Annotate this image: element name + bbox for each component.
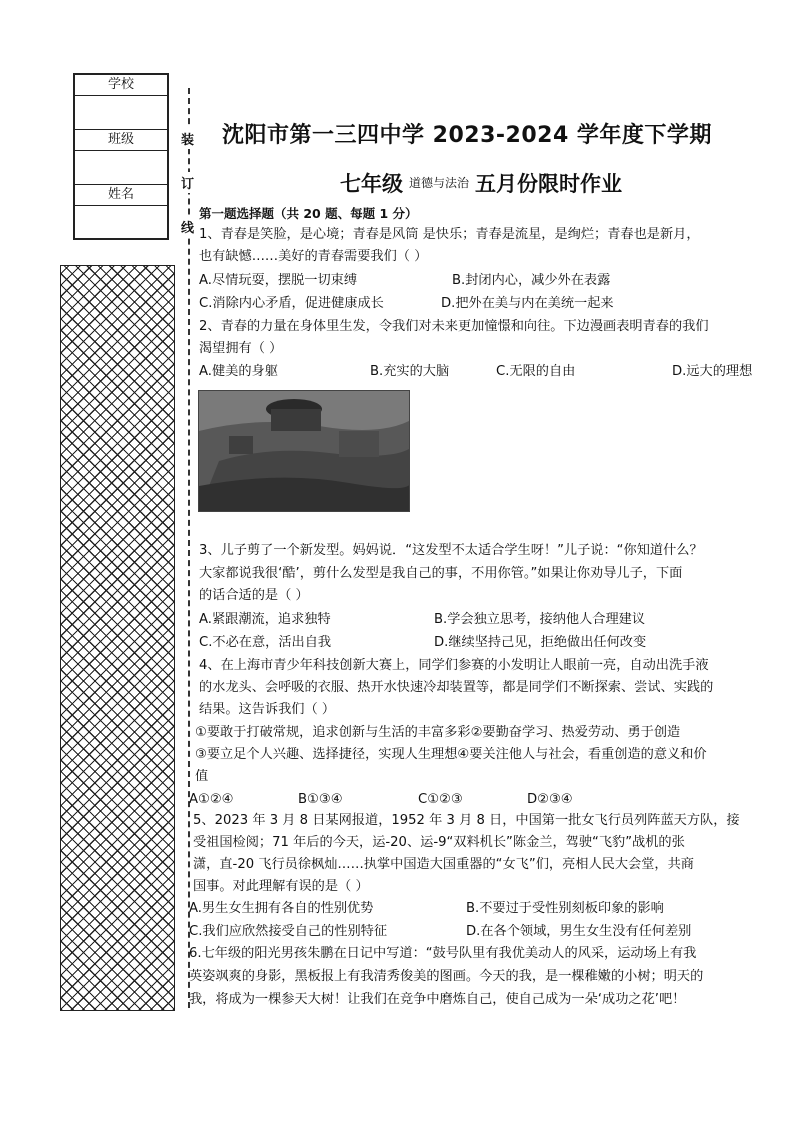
q2-option-b: B.充实的大脑 [370,364,450,379]
q5-stem-line2: 受祖国检阅；71 年后的今天，运-20、运-9“双料机长”陈金兰，驾驶“飞豹”战机的张 [193,835,685,850]
hatched-margin-strip [60,265,175,1011]
q2-option-c: C.无限的自由 [496,364,576,379]
q6-stem-line3: 我，将成为一棵参天大树！让我们在竞争中磨炼自己，使自己成为一朵‘成功之花’吧！ [189,992,686,1007]
q4-option-d: D②③④ [527,792,573,807]
q3-option-d: D.继续坚持己见，拒绝做出任何改变 [434,635,647,650]
q5-option-d: D.在各个领域，男生女生没有任何差别 [466,924,692,939]
page-title: 沈阳市第一三四中学 2023-2024 学年度下学期 [222,123,712,148]
binding-char-ding: 订 [181,172,194,193]
q1-stem-line1: 1、青春是笑脸，是心境；青春是风筒 是快乐；青春是流星，是绚烂；青春也是新月， [199,227,700,242]
q1-option-b: B.封闭内心，减少外在表露 [452,273,611,288]
binding-char-zhuang: 装 [181,128,194,149]
q6-stem-line1: 6.七年级的阳光男孩朱鹏在日记中写道：“鼓号队里有我优美动人的风采，运动场上有我 [189,946,697,961]
q1-stem-line2: 也有缺憾……美好的青春需要我们（ ） [199,249,428,264]
q5-option-a: A.男生女生拥有各自的性别优势 [189,901,374,916]
q6-stem-line2: 英姿飒爽的身影，黑板报上有我清秀俊美的图画。今天的我，是一棵稚嫩的小树；明天的 [189,969,704,984]
q2-cartoon-graphic [199,391,409,511]
name-label: 姓名 [75,185,167,206]
q3-stem-line3: 的话合适的是（ ） [199,588,309,603]
q1-option-a: A.尽情玩耍，摆脱一切束缚 [199,273,358,288]
q2-stem-line2: 渴望拥有（ ） [199,341,283,356]
q5-stem-line4: 国事。对此理解有误的是（ ） [193,879,369,894]
q5-stem-line1: 5、2023 年 3 月 8 日某网报道，1952 年 3 月 8 日，中国第一批女飞行员列阵蓝天方队，接 [193,813,740,828]
q2-stem-line1: 2、青春的力量在身体里生发，令我们对未来更加憧憬和向往。下边漫画表明青春的我们 [199,319,709,334]
class-field[interactable] [75,151,167,185]
binding-char-xian: 线 [181,216,194,237]
q5-option-c: C.我们应欣然接受自己的性别特征 [189,924,388,939]
q3-option-b: B.学会独立思考，接纳他人合理建议 [434,612,646,627]
name-field[interactable] [75,206,167,238]
q4-statement-1: ①要敢于打破常规，追求创新与生活的丰富多彩②要勤奋学习、热爱劳动、勇于创造 [195,725,681,740]
q4-stem-line1: 4、在上海市青少年科技创新大赛上，同学们参赛的小发明让人眼前一亮，自动出洗手液 [199,658,709,673]
q2-option-d: D.远大的理想 [672,364,753,379]
q2-cartoon-image [198,390,410,512]
q4-option-c: C①②③ [418,792,463,807]
q3-option-c: C.不必在意，活出自我 [199,635,332,650]
q5-stem-line3: 潇，直-20 飞行员徐枫灿……执掌中国造大国重器的“女飞”们，亮相人民大会堂，共商 [193,857,694,872]
school-field[interactable] [75,96,167,130]
class-label: 班级 [75,130,167,151]
q4-option-b: B①③④ [298,792,343,807]
q3-option-a: A.紧跟潮流，追求独特 [199,612,331,627]
q4-option-a: A①②④ [189,792,234,807]
subject-text: 道德与法治 [409,176,470,190]
school-label: 学校 [75,75,167,96]
grade-text: 七年级 [340,172,403,196]
section-heading: 第一题选择题（共 20 题、每题 1 分） [199,206,418,221]
q4-statement-3: 值 [195,769,209,784]
student-info-table [73,73,169,240]
q4-statement-2: ③要立足个人兴趣、选择捷径，实现人生理想④要关注他人与社会，看重创造的意义和价 [195,747,707,762]
q1-option-d: D.把外在美与内在美统一起来 [441,296,614,311]
q4-stem-line3: 结果。这告诉我们（ ） [199,702,336,717]
q3-stem-line1: 3、儿子剪了一个新发型。妈妈说．“这发型不太适合学生呀！”儿子说：“你知道什么？ [199,543,703,558]
q4-stem-line2: 的水龙头、会呼吸的衣服、热开水快速冷却装置等，都是同学们不断探索、尝试、实践的 [199,680,714,695]
q5-option-b: B.不要过于受性别刻板印象的影响 [466,901,664,916]
page-subtitle [340,168,622,198]
q1-option-c: C.消除内心矛盾，促进健康成长 [199,296,384,311]
exam-text: 五月份限时作业 [475,172,623,196]
q2-option-a: A.健美的身躯 [199,364,278,379]
q3-stem-line2: 大家都说我很‘酷’，剪什么发型是我自己的事，不用你管。”如果让你劝导儿子，下面 [199,566,683,581]
